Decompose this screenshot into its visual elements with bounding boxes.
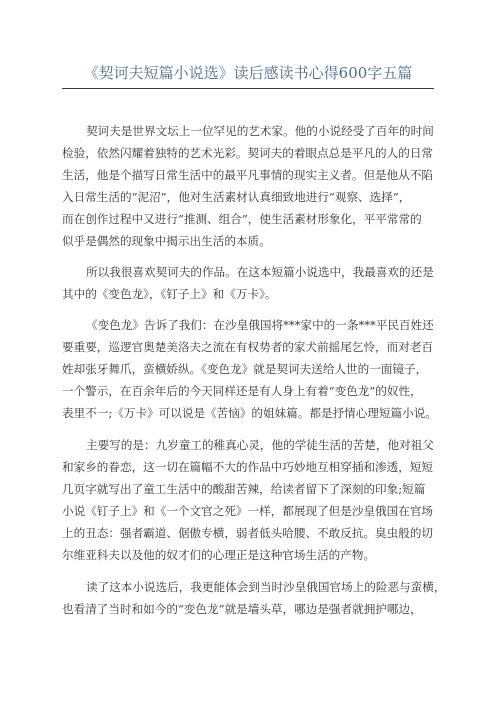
title-divider xyxy=(62,88,434,89)
paragraph-3-line-2: 要重要，巡逻官奥楚美洛夫之流在有权势者的家犬前摇尾乞怜，而对老百 xyxy=(62,340,434,354)
paragraph-5-line-2: 也看清了当时和如今的“变色龙”就是墙头草，哪边是强者就拥护哪边， xyxy=(62,602,422,616)
paragraph-3-line-1: 《变色龙》告诉了我们：在沙皇俄国将***家中的一条***平民百姓还 xyxy=(86,318,434,332)
paragraph-3-line-4: 一个警示，在百余年后的今天同样还是有人身上有着“变色龙”的奴性， xyxy=(62,384,422,398)
paragraph-1-line-6: 似乎是偶然的现象中揭示出生活的本质。 xyxy=(62,234,271,248)
paragraph-5-line-1: 读了这本小说选后，我更能体会到当时沙皇俄国官场上的险恶与蛮横， xyxy=(86,580,446,594)
paragraph-4-line-1: 主要写的是：九岁童工的稚真心灵，他的学徒生活的苦楚，他对祖父 xyxy=(86,438,434,452)
paragraph-4-line-6: 尔维亚科夫以及他的奴才们的心理正是这种官场生活的产物。 xyxy=(62,548,376,562)
paragraph-1-line-2: 检验，依然闪耀着独特的艺术光彩。契诃夫的着眼点总是平凡的人的日常 xyxy=(62,146,434,160)
paragraph-2-line-1: 所以我很喜欢契诃夫的作品。在这本短篇小说选中，我最喜欢的还是 xyxy=(86,265,434,279)
paragraph-1-line-4: 入日常生活的“泥沼”，他对生活素材认真细致地进行“观察、选择”， xyxy=(62,190,411,204)
paragraph-4-line-2: 和家乡的眷恋，这一切在篇幅不大的作品中巧妙地互相穿插和渗透，短短 xyxy=(62,460,434,474)
paragraph-2-line-2: 其中的《变色龙》，《钉子上》和《万卡》。 xyxy=(62,287,277,301)
paragraph-3-line-3: 姓却张牙舞爪，蛮横娇纵。《变色龙》就是契诃夫送给人世的一面镜子， xyxy=(62,362,428,376)
paragraph-3-line-5: 表里不一;《万卡》可以说是《苦恼》的姐妹篇。都是抒情心理短篇小说。 xyxy=(62,406,437,420)
paragraph-1-line-5: 而在创作过程中又进行“推测、组合”，使生活素材形象化，平平常常的 xyxy=(62,212,422,226)
paragraph-4-line-4: 小说《钉子上》和《一个文官之死》一样，都展现了但是沙皇俄国在官场 xyxy=(62,504,434,518)
paragraph-4-line-5: 上的丑态：强者霸道、倨傲专横，弱者低头哈腰、不敢反抗。臭虫般的切 xyxy=(62,526,434,540)
paragraph-4-line-3: 几页字就写出了童工生活中的酸甜苦辣，给读者留下了深刻的印象;短篇 xyxy=(62,482,426,496)
paragraph-1-line-1: 契诃夫是世界文坛上一位罕见的艺术家。他的小说经受了百年的时间 xyxy=(86,124,434,138)
paragraph-1-line-3: 生活，他是个描写日常生活中的最平凡事情的现实主义者。但是他从不陷 xyxy=(62,168,434,182)
document-title: 《契诃夫短篇小说选》读后感读书心得600字五篇 xyxy=(83,64,413,82)
